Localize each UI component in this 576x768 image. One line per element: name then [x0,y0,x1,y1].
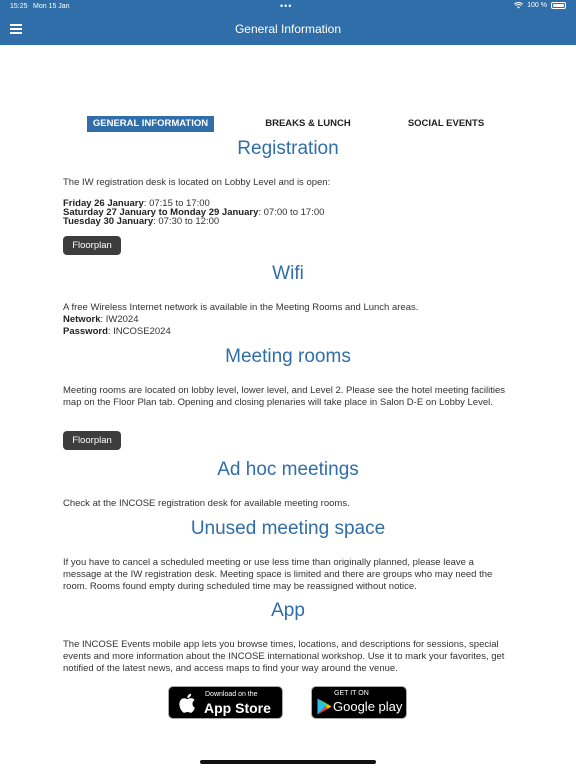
google-play-badge[interactable] [311,686,407,719]
battery-percent: 100 % [527,2,547,9]
tab-general-information[interactable]: GENERAL INFORMATION [87,116,214,132]
app-header [0,0,576,45]
wifi-heading: Wifi [272,263,304,284]
page-title: General Information [234,22,342,36]
hours-line: Friday 26 January: 07:15 to 17:00 [63,198,210,209]
hours-line: Tuesday 30 January: 07:30 to 12:00 [63,216,220,227]
app-store-small-text: Download on the [205,691,258,698]
registration-intro: The IW registration desk is located on Lobby Level and is open: [63,177,331,188]
adhoc-heading: Ad hoc meetings [217,459,359,480]
wifi-network: Network: IW2024 [63,314,139,325]
app-store-badge[interactable] [168,686,283,719]
floorplan-button[interactable]: Floorplan [63,236,121,255]
app-heading: App [271,600,305,621]
floorplan-button[interactable]: Floorplan [63,431,121,450]
registration-hours [63,198,513,228]
wifi-intro: A free Wireless Internet network is available in the Meeting Rooms and Lunch areas. [63,302,419,313]
multitask-dots-icon[interactable]: ••• [280,1,293,11]
status-right [514,2,566,9]
meeting-rooms-heading: Meeting rooms [225,346,351,367]
tab-breaks-lunch[interactable]: BREAKS & LUNCH [265,118,351,129]
wifi-icon [514,2,523,9]
tab-social-events[interactable]: SOCIAL EVENTS [407,118,485,129]
battery-icon [551,2,566,9]
status-time: 15:25 [10,3,28,10]
google-play-big-text: Google play [333,699,403,714]
status-bar [0,0,576,14]
app-text: The INCOSE Events mobile app lets you browse times, locations, and descriptions for sessions, special events and more information about the INCOSE international workshop. Use it to mark your favorites, get notified of the latest news, and access maps to find your way around the venue. [63,639,505,674]
home-indicator[interactable] [200,760,376,764]
wifi-password: Password: INCOSE2024 [63,326,171,337]
app-store-big-text: App Store [204,700,271,716]
status-date: Mon 15 Jan [33,3,70,10]
unused-space-text: If you have to cancel a scheduled meeting or use less time than originally planned, please leave a message at the IW registration desk. Meeting space is limited and there are groups who may need the room. Rooms found empty during scheduled time may be reassigned without notice. [63,557,493,592]
google-play-icon [317,698,332,715]
tab-bar [0,116,576,132]
meeting-rooms-text: Meeting rooms are located on lobby level, lower level, and Level 2. Please see the hotel meeting facilities map on the Floor Plan tab. Opening and closing plenaries will take place in Salon D-E on Lobby Level. [63,385,506,408]
google-play-small-text: GET IT ON [334,690,369,697]
unused-space-heading: Unused meeting space [190,518,386,539]
apple-icon [178,692,198,714]
hours-line: Saturday 27 January to Monday 29 January: 07:00 to 17:00 [63,207,325,218]
adhoc-text: Check at the INCOSE registration desk for available meeting rooms. [63,498,350,509]
registration-heading: Registration [237,138,339,159]
